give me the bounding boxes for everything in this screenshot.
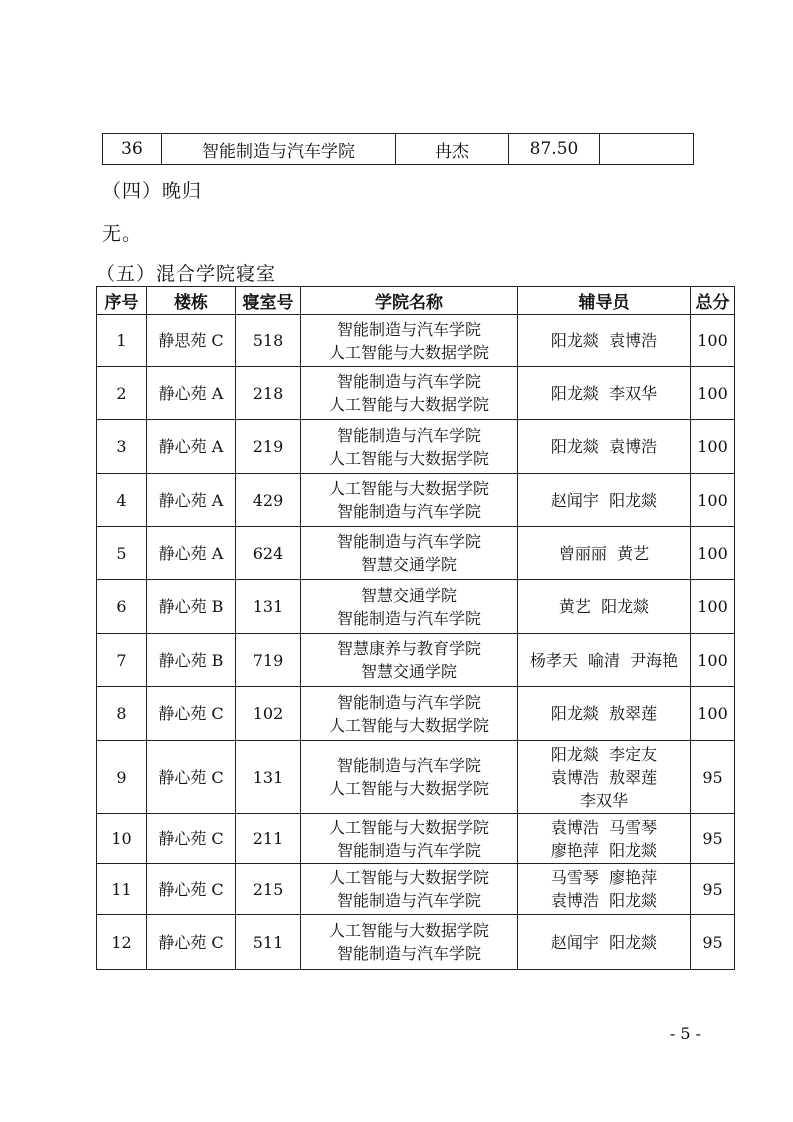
previous-table-tail — [102, 133, 694, 165]
counselor-line: 袁博浩 敖翠莲 — [550, 767, 658, 787]
counselor-cell — [518, 687, 691, 741]
counselor-cell — [518, 474, 691, 527]
table-row — [97, 527, 735, 580]
score-cell: 95 — [691, 814, 735, 864]
counselor-cell — [518, 915, 691, 970]
header-college: 学院名称 — [301, 287, 518, 315]
counselor-line: 黄艺 阳龙燚 — [558, 597, 650, 616]
table-row — [97, 864, 735, 915]
score-cell: 100 — [691, 420, 735, 474]
room-cell: 102 — [236, 687, 301, 741]
room-cell: 624 — [236, 527, 301, 580]
counselor-cell — [518, 527, 691, 580]
college-cell — [301, 864, 518, 915]
college-cell — [301, 634, 518, 687]
table-row — [97, 580, 735, 634]
counselor-line: 阳龙燚 李双华 — [550, 383, 658, 403]
table-row — [103, 134, 694, 165]
room-cell: 219 — [236, 420, 301, 474]
row-number: 11 — [97, 864, 147, 915]
score-cell: 95 — [691, 915, 735, 970]
table-row — [97, 420, 735, 474]
counselor-cell — [518, 864, 691, 915]
counselor-line: 赵闻宇 阳龙燚 — [550, 490, 658, 510]
counselor-cell — [518, 367, 691, 420]
room-cell: 218 — [236, 367, 301, 420]
score-cell: 100 — [691, 367, 735, 420]
row-number: 3 — [97, 420, 147, 474]
counselor-line: 廖艳萍 阳龙燚 — [550, 840, 658, 860]
college-line: 智能制造与汽车学院 — [336, 372, 481, 391]
table-row — [97, 367, 735, 420]
college-line: 智慧交通学院 — [360, 555, 457, 574]
college-line: 智能制造与汽车学院 — [336, 532, 481, 551]
score-cell: 100 — [691, 527, 735, 580]
college-line: 智能制造与汽车学院 — [336, 692, 481, 712]
table-row — [97, 915, 735, 970]
college-line: 人工智能与大数据学院 — [328, 395, 489, 414]
student-name: 冉杰 — [396, 134, 509, 165]
counselor-line: 李双华 — [579, 790, 628, 810]
college-cell — [301, 420, 518, 474]
room-cell: 429 — [236, 474, 301, 527]
table-row — [97, 687, 735, 741]
college-line: 智慧康养与教育学院 — [336, 639, 481, 658]
counselor-line: 阳龙燚 袁博浩 — [550, 331, 658, 350]
row-number: 1 — [97, 315, 147, 367]
counselor-cell — [518, 814, 691, 864]
counselor-line: 袁博浩 阳龙燚 — [550, 891, 658, 910]
building-cell: 静心苑 A — [147, 367, 236, 420]
score-cell: 100 — [691, 580, 735, 634]
table-row — [97, 474, 735, 527]
row-number: 6 — [97, 580, 147, 634]
building-cell: 静心苑 A — [147, 474, 236, 527]
header-score: 总分 — [691, 287, 735, 315]
score-cell: 100 — [691, 687, 735, 741]
score-cell: 100 — [691, 634, 735, 687]
empty-cell — [600, 134, 694, 165]
college-line: 人工智能与大数据学院 — [328, 448, 489, 468]
counselor-line: 阳龙燚 敖翠莲 — [550, 704, 658, 723]
college-line: 人工智能与大数据学院 — [328, 779, 489, 798]
section-four-title: （四）晚归 — [102, 180, 203, 202]
building-cell: 静思苑 C — [147, 315, 236, 367]
counselor-line: 阳龙燚 李定友 — [550, 744, 658, 764]
counselor-line: 阳龙燚 袁博浩 — [550, 437, 658, 456]
table-row — [97, 634, 735, 687]
college-cell — [301, 367, 518, 420]
counselor-line: 曾丽丽 黄艺 — [558, 543, 650, 563]
college-line: 智能制造与汽车学院 — [336, 425, 481, 445]
score: 87.50 — [509, 134, 600, 165]
row-number: 5 — [97, 527, 147, 580]
building-cell: 静心苑 C — [147, 687, 236, 741]
row-number: 2 — [97, 367, 147, 420]
building-cell: 静心苑 C — [147, 864, 236, 915]
building-cell: 静心苑 B — [147, 580, 236, 634]
page-number: - 5 - — [669, 1024, 701, 1043]
row-number: 10 — [97, 814, 147, 864]
college-cell — [301, 915, 518, 970]
building-cell: 静心苑 A — [147, 527, 236, 580]
table-header-row — [97, 287, 735, 315]
row-number: 12 — [97, 915, 147, 970]
college-line: 智能制造与汽车学院 — [336, 840, 481, 860]
college-cell — [301, 527, 518, 580]
college-cell — [301, 315, 518, 367]
college-line: 智慧交通学院 — [360, 662, 457, 681]
college-line: 人工智能与大数据学院 — [328, 479, 489, 498]
counselor-cell — [518, 420, 691, 474]
college-name: 智能制造与汽车学院 — [162, 134, 396, 165]
section-four-body: 无。 — [102, 223, 143, 245]
room-cell: 215 — [236, 864, 301, 915]
score-cell: 100 — [691, 474, 735, 527]
room-cell: 719 — [236, 634, 301, 687]
counselor-line: 杨孝天 喻清 尹海艳 — [529, 650, 679, 670]
counselor-cell — [518, 741, 691, 814]
mixed-dorm-table — [96, 286, 735, 970]
room-cell: 511 — [236, 915, 301, 970]
college-cell — [301, 814, 518, 864]
table-row — [97, 741, 735, 814]
counselor-cell — [518, 634, 691, 687]
counselor-line: 马雪琴 廖艳萍 — [550, 868, 658, 887]
header-building: 楼栋 — [147, 287, 236, 315]
college-line: 人工智能与大数据学院 — [328, 817, 489, 837]
room-cell: 131 — [236, 741, 301, 814]
counselor-line: 赵闻宇 阳龙燚 — [550, 932, 658, 952]
counselor-cell — [518, 315, 691, 367]
score-cell: 100 — [691, 315, 735, 367]
college-line: 智能制造与汽车学院 — [336, 502, 481, 521]
counselor-cell — [518, 580, 691, 634]
college-cell — [301, 687, 518, 741]
row-number: 36 — [103, 134, 162, 165]
building-cell: 静心苑 A — [147, 420, 236, 474]
college-cell — [301, 474, 518, 527]
college-line: 智能制造与汽车学院 — [336, 608, 481, 628]
row-number: 7 — [97, 634, 147, 687]
header-room: 寝室号 — [236, 287, 301, 315]
college-line: 人工智能与大数据学院 — [328, 342, 489, 362]
college-line: 智能制造与汽车学院 — [336, 756, 481, 775]
college-line: 智能制造与汽车学院 — [336, 319, 481, 339]
building-cell: 静心苑 C — [147, 814, 236, 864]
table-row — [97, 315, 735, 367]
section-five-title: （五）混合学院寝室 — [96, 263, 277, 285]
row-number: 8 — [97, 687, 147, 741]
counselor-line: 袁博浩 马雪琴 — [550, 817, 658, 837]
header-counselor: 辅导员 — [518, 287, 691, 315]
building-cell: 静心苑 B — [147, 634, 236, 687]
building-cell: 静心苑 C — [147, 915, 236, 970]
college-cell — [301, 741, 518, 814]
building-cell: 静心苑 C — [147, 741, 236, 814]
score-cell: 95 — [691, 864, 735, 915]
college-line: 智能制造与汽车学院 — [336, 944, 481, 963]
score-cell: 95 — [691, 741, 735, 814]
table-row — [97, 814, 735, 864]
college-line: 智慧交通学院 — [360, 585, 457, 605]
room-cell: 518 — [236, 315, 301, 367]
room-cell: 211 — [236, 814, 301, 864]
college-line: 人工智能与大数据学院 — [328, 921, 489, 940]
college-line: 智能制造与汽车学院 — [336, 891, 481, 910]
college-line: 人工智能与大数据学院 — [328, 868, 489, 887]
room-cell: 131 — [236, 580, 301, 634]
header-no: 序号 — [97, 287, 147, 315]
college-cell — [301, 580, 518, 634]
college-line: 人工智能与大数据学院 — [328, 715, 489, 735]
row-number: 9 — [97, 741, 147, 814]
row-number: 4 — [97, 474, 147, 527]
